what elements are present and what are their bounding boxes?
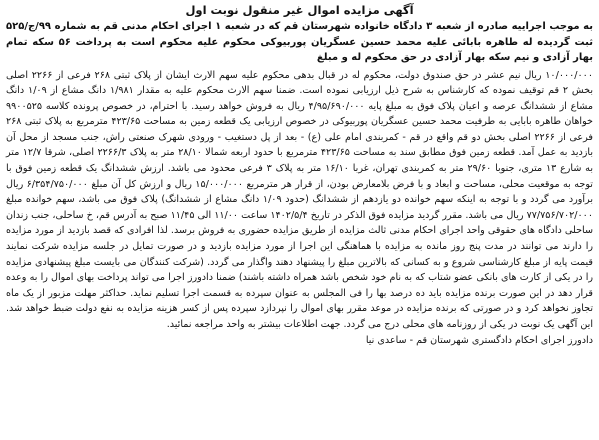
- notice-title: آگهی مزایده اموال غیر منقول نوبت اول: [185, 3, 414, 17]
- notice-signature: دادورز اجرای احکام دادگستری شهرستان قم - ساعدی نیا: [365, 334, 593, 346]
- notice-body: ۱۰/۰۰۰/۰۰۰ ریال نیم عشر در حق صندوق دولت، محکوم له در قبال بدهی محکوم علیه سهم الارث ایشان از پلاک ثبتی ۲۶۸ فرعی از ۲۲۶۶ اصلی بخش ۲ قم توقیف نموده که کارشناس به شرح ذیل ارزیابی نموده است. ضمنا سهم الارث محکوم علیه به مقدار ۱/۹۸۱ دانگ مشاع از ۱/۰۹ دانگ مشاع از ششدانگ عرصه و اعیان پلاک فوق به مبلغ پایه ۴/۹۵/۶۹۰/۰۰۰ ریال به فروش خواهد رسید. با احترام، در خصوص پرونده کلاسه ۹۹۰۰۵۲۵ خواهان طاهره بابایی به طرفیت محمد حسین عسگریان پوربیوکی در خصوص ارزیابی یک قطعه زمین به مساحت ۴۲۳/۶۵ مترمربع به پلاک ثبتی ۲۶۸ فرعی از ۲۲۶۶ اصلی بخش دو قم واقع در قم - کمربندی امام علی (ع) - بعد از پل دستغیب - ورودی شهرک صنعتی راش، جنب مسجد از محل آن بازدید به عمل آمد. قطعه زمین فوق مطابق سند به مساحت ۴۲۳/۶۵ مترمربع با حدود اربعه شمالا ۲۸/۱۰ متر به پلاک ۲۲۶۶/۳ اصلی، شرقا ۱۲/۷ متر به شارع ۱۳ متری، جنوبا ۲۹/۶۰ متر به کمربندی تهران، غربا ۱۶/۱۰ متر به پلاک ۳ فرعی محدود می باشد. ارزش ششدانگ یک قطعه زمین فوق با توجه به موقعیت محلی، مساحت و ابعاد و با فرض بلامعارض بودن، از قرار هر مترمربع ۱۵/۰۰۰/۰۰۰ ریال و ارزش کل آن مبلغ ۶/۳۵۴/۷۵۰/۰۰۰ ریال برآورد می گردد و با توجه به اینکه سهم خوانده دو یازدهم از ششدانگ (حدود ۱/۰۹ دانگ مشاع از ششدانگ) پلاک فوق می باشد، سهم خوانده مبلغ ۷۷/۷۵۶/۷۰۲/۰۰۰ ریال می باشد. مقرر گردید مزایده فوق الذکر در تاریخ ۱۴۰۲/۵/۴ ساعت ۱۱/۰۰ الی ۱۱/۴۵ صبح به آدرس قم، خ ساحلی، جنب زندان ساحلی دادگاه های حقوقی واحد اجرای احکام مدنی ثالث مزایده از طریق مزایده حضوری به فروش برسد. لذا افرادی که قصد بازدید از مورد مزایده را دارند می توانند در مدت پنج روز مانده به مزایده با هماهنگی این اجرا از مورد مزایده بازدید و در صورت تمایل در جلسه مزایده شرکت نمایند قیمت پایه از مبلغ کارشناسی شروع و به کسانی که بالاترین مبلغ را پیشنهاد دهند واگذار می گردد. (شرکت کنندگان می بایست مبلغ پیشنهادی مزایده را در یکی از کارت های بانکی عضو شتاب که به نام خود شخص باشد همراه داشته باشند) ضمنا دادورز اجرا می تواند پرداخت بهای اموال را به وعده قرار دهد در این صورت برنده مزایده باید ده درصد بها را فی المجلس به عنوان سپرده به قسمت اجرا تسلیم نماید. حداکثر مهلت مزبور از یک ماه تجاوز نخواهد کرد و در صورتی که برنده مزایده در موعد مقرر بهای اموال را نپردازد سپرده پس از کسر هزینه مزایده به نفع دولت ضبط خواهد شد. این آگهی یک نوبت در یکی از روزنامه های محلی درج می گردد. جهت اطلاعات بیشتر به واحد مراجعه نمائید.: [6, 69, 594, 330]
- notice-intro: به موجب اجراییه صادره از شعبه ۳ دادگاه خانواده شهرستان قم که در شعبه ۱ اجرای احکام مدنی قم به شماره ۹۹/ج/۵۲۵ ثبت گردیده له طاهره بابائی علیه محمد حسین عسگریان پوربیوکی محکوم علیه محکوم است به پرداخت ۵۶ سکه تمام بهار آزادی و نیم سکه بهار آزادی در حق محکوم له و مبلغ: [6, 21, 593, 63]
